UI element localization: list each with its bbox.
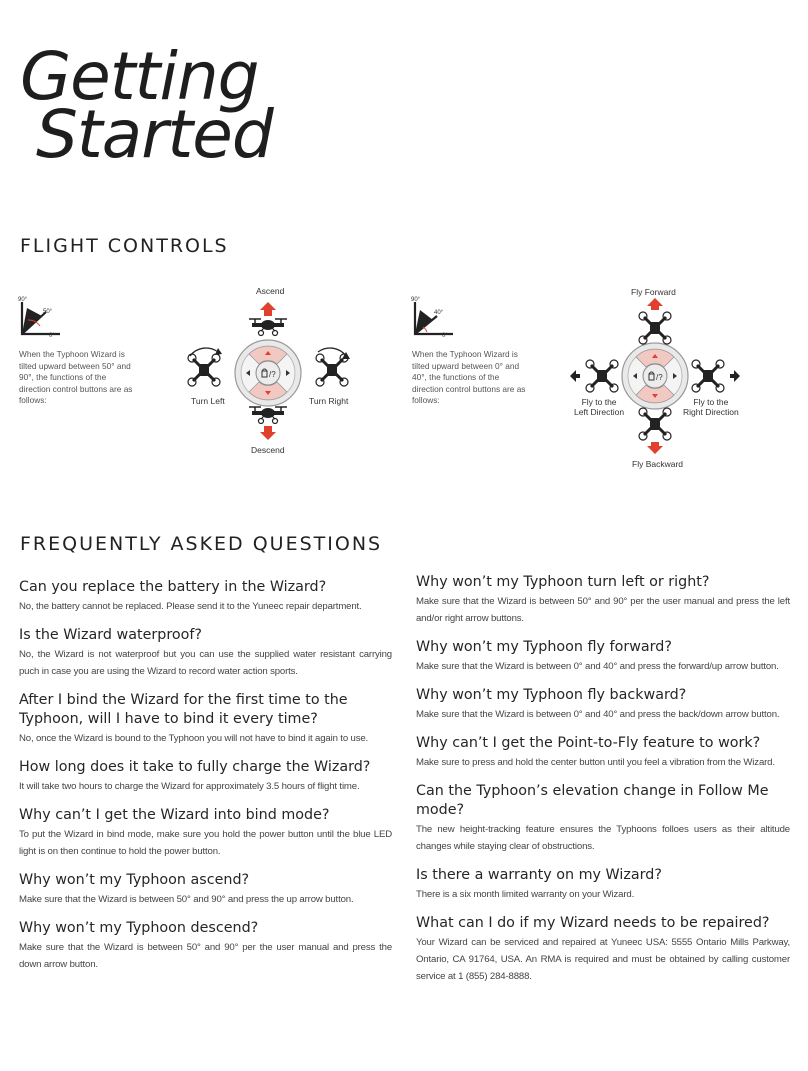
angle-label-90b: 90° [411,297,421,303]
faq-item [416,686,790,723]
faq-item [19,806,392,860]
label-fly-right-line2: Right Direction [683,407,739,417]
tilt-angle-50-90-icon [16,296,68,338]
label-fly-left-line2: Left Direction [574,407,625,417]
faq-answer: To put the Wizard in bind mode, make sure you hold the power button until the blue LED light is on then continue to hold the power button. [19,829,392,857]
faq-item [19,691,392,747]
label-fly-left [574,397,624,417]
faq-question: Why won’t my Typhoon ascend? [19,872,250,888]
faq-question: Is there a warranty on my Wizard? [416,867,662,883]
page-title-line2: Started [36,96,273,173]
label-fly-right [683,397,739,417]
tilt-angle-0-40-icon [409,296,461,338]
faq-answer: No, the Wizard is not waterproof but you can use the supplied water resistant carrying puch in case you are using the Wizard to record water action sports. [19,649,392,677]
faq-answer: It will take two hours to charge the Wizard for approximately 3.5 hours of flight time. [19,781,360,792]
right-tilt-description: When the Typhoon Wizard is tilted upward between 0° and 40°, the functions of the direction control buttons are as follows: [412,349,526,405]
faq-answer: No, the battery cannot be replaced. Please send it to the Yuneec repair department. [19,601,362,612]
angle-label-40: 40° [434,310,444,316]
faq-question: After I bind the Wizard for the first time to the Typhoon, will I have to bind it every time? [19,692,348,727]
angle-label-0: 0° [49,333,55,338]
faq-answer: Make sure that the Wizard is between 0° and 40° and press the back/down arrow button. [416,709,780,720]
faq-question: Why won’t my Typhoon descend? [19,920,259,936]
label-turn-right: Turn Right [309,396,349,406]
label-ascend: Ascend [256,286,285,296]
faq-question: Why can’t I get the Wizard into bind mode? [19,807,330,823]
ascend-turn-control-diagram: /? [180,296,360,456]
faq-question: Is the Wizard waterproof? [19,627,203,643]
faq-item [416,734,790,771]
direction-control-diagram [566,296,746,464]
faq-answer: Make sure that the Wizard is between 50° and 90° and press the up arrow button. [19,894,354,905]
faq-answer: There is a six month limited warranty on your Wizard. [416,889,635,900]
faq-question: Can the Typhoon’s elevation change in Follow Me mode? [416,783,769,818]
angle-label-50: 50° [43,309,53,315]
faq-question: Why won’t my Typhoon turn left or right? [416,574,710,590]
faq-right-column [416,573,790,985]
faq-question: Why won’t my Typhoon fly backward? [416,687,687,703]
faq-item [19,626,392,680]
faq-item [416,573,790,627]
angle-label-0b: 0° [442,333,448,338]
faq-item [19,871,392,908]
faq-item [19,578,392,615]
faq-item [19,758,392,795]
faq-answer: Make sure that the Wizard is between 50° and 90° per the user manual and press the left and/or right arrow buttons. [416,596,790,624]
faq-item [416,914,790,985]
faq-question: What can I do if my Wizard needs to be repaired? [416,915,770,931]
faq-answer: The new height-tracking feature ensures the Typhoons folloes users as their altitude changes while staying clear of obstructions. [416,824,790,852]
angle-label-90: 90° [18,297,28,303]
page-title-line1: Getting [20,38,259,115]
faq-question: Why won’t my Typhoon fly forward? [416,639,672,655]
label-fly-left-line1: Fly to the [581,397,617,407]
label-fly-right-line1: Fly to the [693,397,729,407]
label-turn-left: Turn Left [191,396,225,406]
faq-answer: Make sure that the Wizard is between 50° and 90° per the user manual and press the down arrow button. [19,942,392,970]
faq-heading: FREQUENTLY ASKED QUESTIONS [20,533,383,555]
label-fly-backward: Fly Backward [632,459,684,469]
faq-answer: Make sure that the Wizard is between 0° and 40° and press the forward/up arrow button. [416,661,779,672]
faq-item [416,782,790,855]
faq-question: How long does it take to fully charge the Wizard? [19,759,371,775]
flight-controls-heading: FLIGHT CONTROLS [20,235,229,257]
page-title [20,38,273,173]
faq-answer: No, once the Wizard is bound to the Typhoon you will not have to bind it again to use. [19,733,369,744]
faq-item [19,919,392,973]
faq-question: Can you replace the battery in the Wizard? [19,579,327,595]
faq-question: Why can’t I get the Point-to-Fly feature to work? [416,735,761,751]
label-descend: Descend [251,445,285,455]
faq-item [416,638,790,675]
faq-answer: Make sure to press and hold the center button until you feel a vibration from the Wizard. [416,757,775,768]
left-tilt-description: When the Typhoon Wizard is tilted upward between 50° and 90°, the functions of the direction control buttons are as follows: [19,349,133,405]
label-fly-forward: Fly Forward [631,287,676,297]
faq-left-column [19,578,392,973]
faq-item [416,866,790,903]
faq-answer: Your Wizard can be serviced and repaired at Yuneec USA: 5555 Ontario Mills Parkway, Ontario, CA 91764, USA. An RMA is required and must be obtained by calling customer service at 1 (855) 284-8888. [416,937,790,982]
